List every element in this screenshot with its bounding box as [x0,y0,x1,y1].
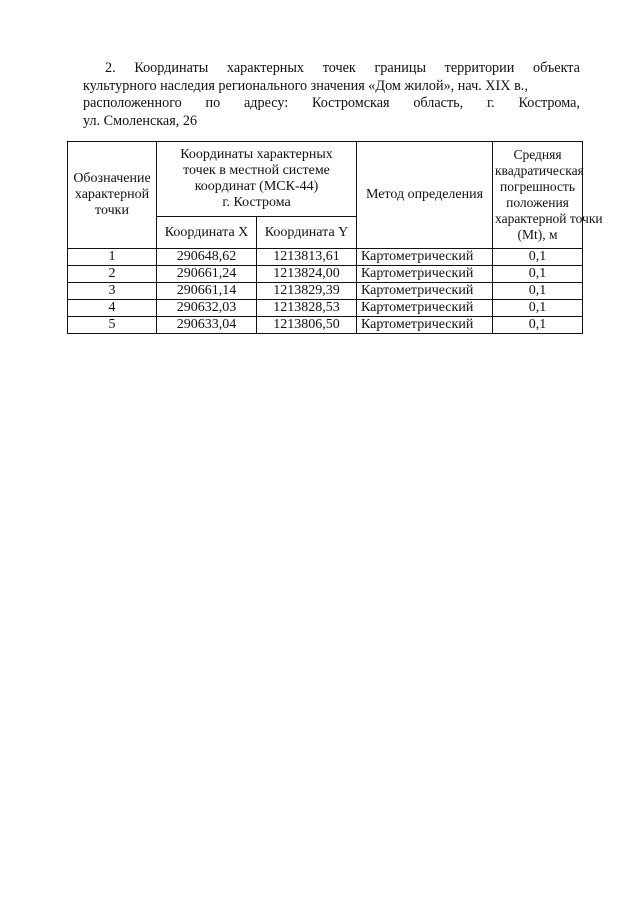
cell-x: 290648,62 [157,249,257,266]
heading-word: границы [374,60,426,76]
header-text: характерной точки [495,211,603,226]
header-text: Координаты характерных [180,147,333,162]
heading-line-3 [83,95,580,113]
cell-error: 0,1 [493,266,583,283]
cell-y: 1213828,53 [257,300,357,317]
cell-error: 0,1 [493,317,583,334]
heading-word: Кострома, [518,95,580,112]
table-row [68,266,583,283]
table-row [68,283,583,300]
heading-word: область, [413,95,464,112]
cell-x: 290661,24 [157,266,257,283]
heading-word: объекта [533,60,580,76]
header-text: Обозначение [73,171,151,186]
heading-line-4: ул. Смоленская, 26 [83,112,198,129]
cell-x: 290633,04 [157,317,257,334]
cell-y: 1213824,00 [257,266,357,283]
heading-word: г. [486,95,495,112]
cell-x: 290632,03 [157,300,257,317]
cell-error: 0,1 [493,300,583,317]
cell-point: 2 [68,266,157,283]
cell-point: 5 [68,317,157,334]
cell-method: Картометрический [357,266,493,283]
heading-line-1 [83,60,580,78]
table-row [68,317,583,334]
coordinates-table [67,141,603,334]
header-text: характерной [74,187,150,202]
cell-error: 0,1 [493,249,583,266]
heading-word: характерных [226,60,305,76]
header-text: г. Кострома [222,195,291,210]
cell-method: Картометрический [357,249,493,266]
header-method: Метод определения [357,142,493,249]
header-text: координат (МСК-44) [194,179,319,194]
header-text: положения [506,195,569,210]
header-text: погрешность [499,179,575,194]
cell-y: 1213806,50 [257,317,357,334]
heading-word: адресу: [243,95,289,112]
header-text: (Mt), м [517,227,558,242]
header-coord-x: Координата X [157,217,257,249]
header-text: Средняя [513,147,562,162]
header-coord-y: Координата Y [257,217,357,249]
table-row [68,300,583,317]
cell-method: Картометрический [357,300,493,317]
cell-point: 4 [68,300,157,317]
header-designation [68,142,157,249]
heading-word: Костромская [311,95,390,112]
header-text: точек в местной системе [183,163,330,178]
heading-word: Координаты [134,60,209,76]
cell-y: 1213829,39 [257,283,357,300]
heading-word: точек [322,60,356,76]
cell-method: Картометрический [357,317,493,334]
header-text: точки [95,203,129,218]
cell-method: Картометрический [357,283,493,300]
header-text: квадратическая [495,163,584,178]
heading-line-2: культурного наследия регионального значения «Дом жилой», нач. XIX в., [83,77,528,94]
heading-word: по [205,95,221,112]
table-header-row [68,142,583,217]
heading-word: территории [444,60,515,76]
header-coordinates [157,142,357,217]
section-number: 2. [105,60,116,76]
section-heading [83,60,580,130]
table-row [68,249,583,266]
cell-point: 1 [68,249,157,266]
header-error [493,142,603,249]
cell-x: 290661,14 [157,283,257,300]
heading-word: расположенного [83,95,182,112]
cell-error: 0,1 [493,283,583,300]
cell-y: 1213813,61 [257,249,357,266]
cell-point: 3 [68,283,157,300]
